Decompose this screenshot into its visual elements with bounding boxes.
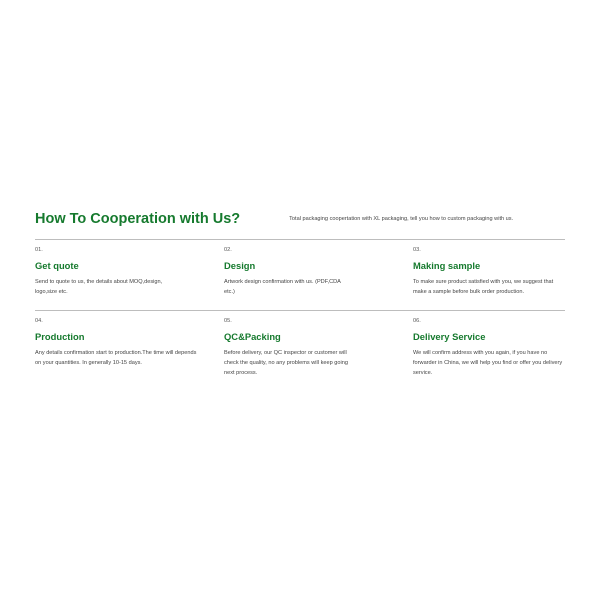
- cooperation-section: [35, 211, 565, 381]
- step-title: Delivery Service: [413, 331, 486, 342]
- steps-row-2: [35, 311, 565, 381]
- steps-row-1: [35, 240, 565, 310]
- step-description: Any details confirmation start to production.The time will depends on your quantities. In generally 10-15 days.: [35, 350, 197, 366]
- section-subtitle: Total packaging coopertation with XL packaging, tell you how to custom packaging with us.: [289, 216, 514, 222]
- step-description: We will confirm address with you again, if you have no forwarder in China, we will help you find or offer you delivery service.: [413, 350, 563, 376]
- step-title: Design: [224, 260, 256, 271]
- step-title: Production: [35, 331, 85, 342]
- step-production: [35, 311, 224, 381]
- step-title: QC&Packing: [224, 331, 281, 342]
- step-title: Making sample: [413, 260, 481, 271]
- step-number: 02.: [224, 247, 232, 253]
- step-title: Get quote: [35, 260, 79, 271]
- step-number: 05.: [224, 318, 232, 324]
- step-design: [224, 240, 413, 310]
- section-header: [35, 211, 565, 239]
- step-description: To make sure product satisfied with you, we suggest that make a sample before bulk order production.: [413, 279, 554, 295]
- step-number: 03.: [413, 247, 421, 253]
- step-making-sample: [413, 240, 565, 310]
- section-title: How To Cooperation with Us?: [35, 211, 241, 227]
- step-get-quote: [35, 240, 224, 310]
- step-description: Artwork design confirmation with us. (PDF,CDA etc.): [224, 279, 341, 295]
- step-qc-packing: [224, 311, 413, 381]
- step-number: 04.: [35, 318, 43, 324]
- step-delivery-service: [413, 311, 565, 381]
- step-description: Send to quote to us, the details about MOQ,design, logo,size etc.: [35, 279, 163, 295]
- step-number: 01.: [35, 247, 43, 253]
- step-number: 06.: [413, 318, 421, 324]
- step-description: Before delivery, our QC inspector or customer will check the quality, no any problems will keep going next process.: [224, 350, 348, 376]
